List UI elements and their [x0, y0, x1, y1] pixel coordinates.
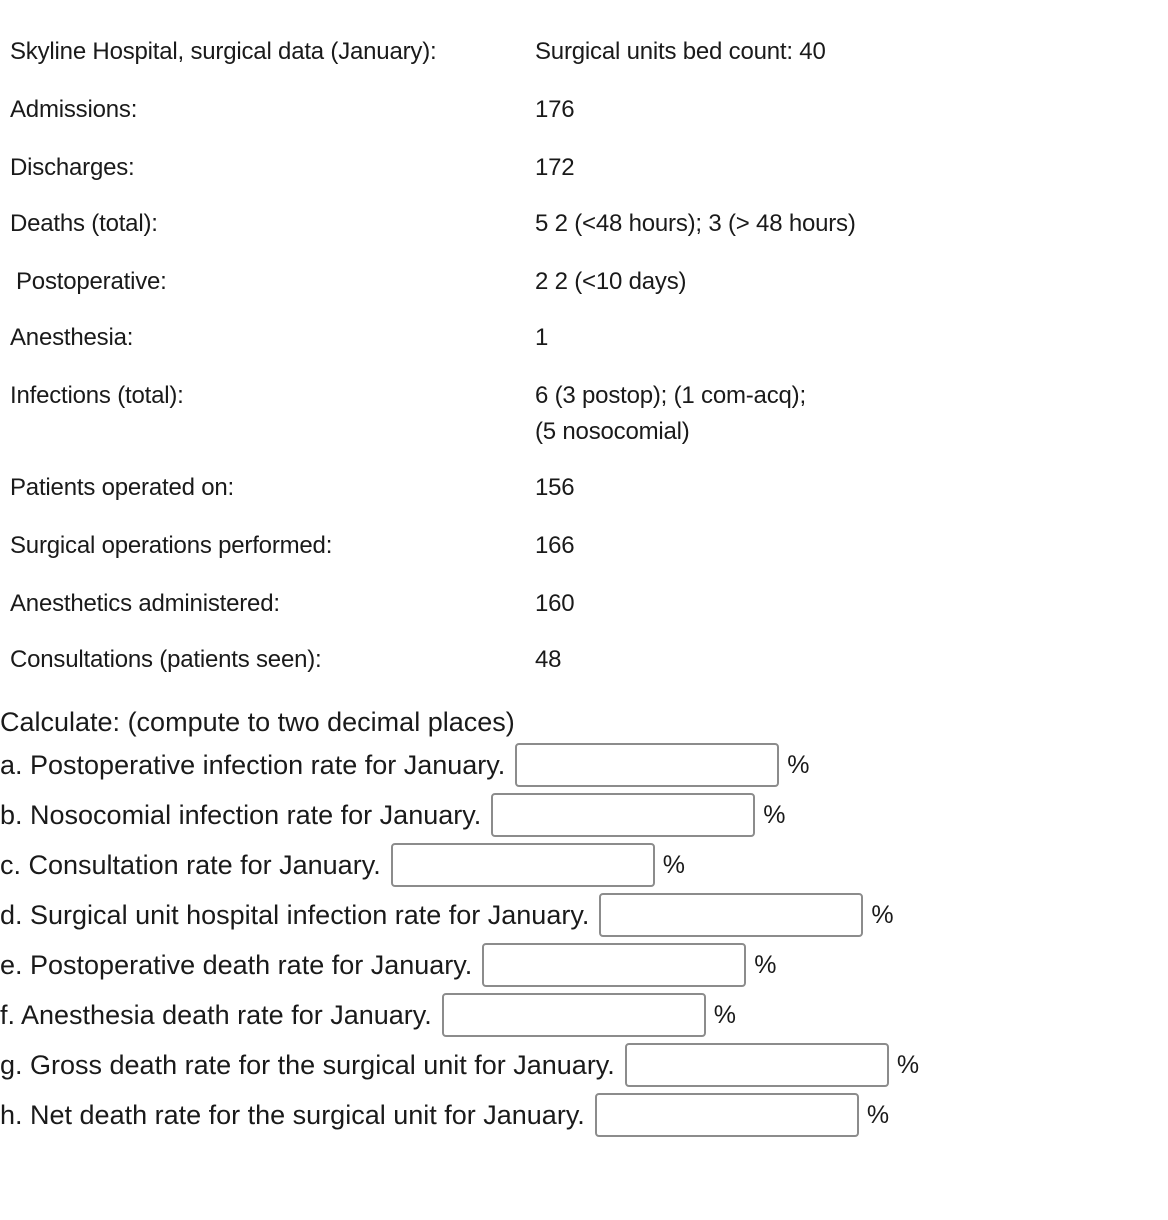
- answer-input-d[interactable]: [599, 893, 863, 937]
- question-text: e. Postoperative death rate for January.: [0, 949, 473, 980]
- answer-input-f[interactable]: [442, 993, 706, 1037]
- row-value: 6 (3 postop); (1 com-acq);: [535, 382, 806, 409]
- row-label: Infections (total):: [10, 382, 184, 409]
- question-e: [0, 941, 777, 989]
- percent-unit: %: [871, 900, 894, 929]
- answer-input-c[interactable]: [391, 843, 655, 887]
- question-text: a. Postoperative infection rate for January.: [0, 749, 506, 780]
- row-value: 160: [535, 590, 575, 617]
- bed-count: Surgical units bed count: 40: [535, 38, 826, 65]
- answer-input-b[interactable]: [491, 793, 755, 837]
- row-label: Surgical operations performed:: [10, 532, 333, 559]
- row-label: Admissions:: [10, 96, 138, 123]
- row-label: Postoperative:: [16, 268, 167, 295]
- question-f: [0, 991, 736, 1039]
- question-text: c. Consultation rate for January.: [0, 849, 381, 880]
- percent-unit: %: [754, 950, 777, 979]
- percent-unit: %: [787, 750, 810, 779]
- answer-input-g[interactable]: [625, 1043, 889, 1087]
- question-b: [0, 791, 785, 839]
- percent-unit: %: [866, 1100, 890, 1129]
- row-value: 5 2 (<48 hours); 3 (> 48 hours): [535, 210, 856, 237]
- question-text: d. Surgical unit hospital infection rate for January.: [0, 899, 590, 930]
- row-value: 1: [535, 324, 549, 351]
- percent-unit: %: [713, 1000, 736, 1029]
- row-value: 166: [535, 532, 575, 559]
- row-label: Anesthetics administered:: [10, 590, 280, 617]
- row-label: Deaths (total):: [10, 210, 158, 237]
- calculate-heading: Calculate: (compute to two decimal places): [0, 707, 515, 737]
- row-value: 48: [535, 646, 562, 673]
- percent-unit: %: [662, 850, 685, 879]
- question-a: [0, 741, 810, 789]
- question-c: [0, 841, 685, 889]
- question-text: h. Net death rate for the surgical unit for January.: [0, 1099, 585, 1130]
- row-value: 156: [535, 474, 575, 501]
- row-value-continued: (5 nosocomial): [535, 418, 690, 445]
- answer-input-a[interactable]: [515, 743, 779, 787]
- row-label: Discharges:: [10, 154, 135, 181]
- answer-input-h[interactable]: [595, 1093, 859, 1137]
- question-text: f. Anesthesia death rate for January.: [0, 999, 432, 1030]
- answer-input-e[interactable]: [482, 943, 746, 987]
- row-value: 2 2 (<10 days): [535, 268, 687, 295]
- row-value: 172: [535, 154, 575, 181]
- question-text: b. Nosocomial infection rate for January.: [0, 799, 482, 830]
- question-d: [0, 891, 894, 939]
- row-label: Anesthesia:: [10, 324, 134, 351]
- percent-unit: %: [896, 1050, 920, 1079]
- question-g: [0, 1041, 919, 1089]
- facility-title: Skyline Hospital, surgical data (January):: [10, 38, 437, 65]
- row-label: Consultations (patients seen):: [10, 646, 322, 673]
- row-label: Patients operated on:: [10, 474, 234, 501]
- percent-unit: %: [763, 800, 786, 829]
- question-text: g. Gross death rate for the surgical unit for January.: [0, 1049, 615, 1080]
- question-h: [0, 1091, 889, 1139]
- row-value: 176: [535, 96, 575, 123]
